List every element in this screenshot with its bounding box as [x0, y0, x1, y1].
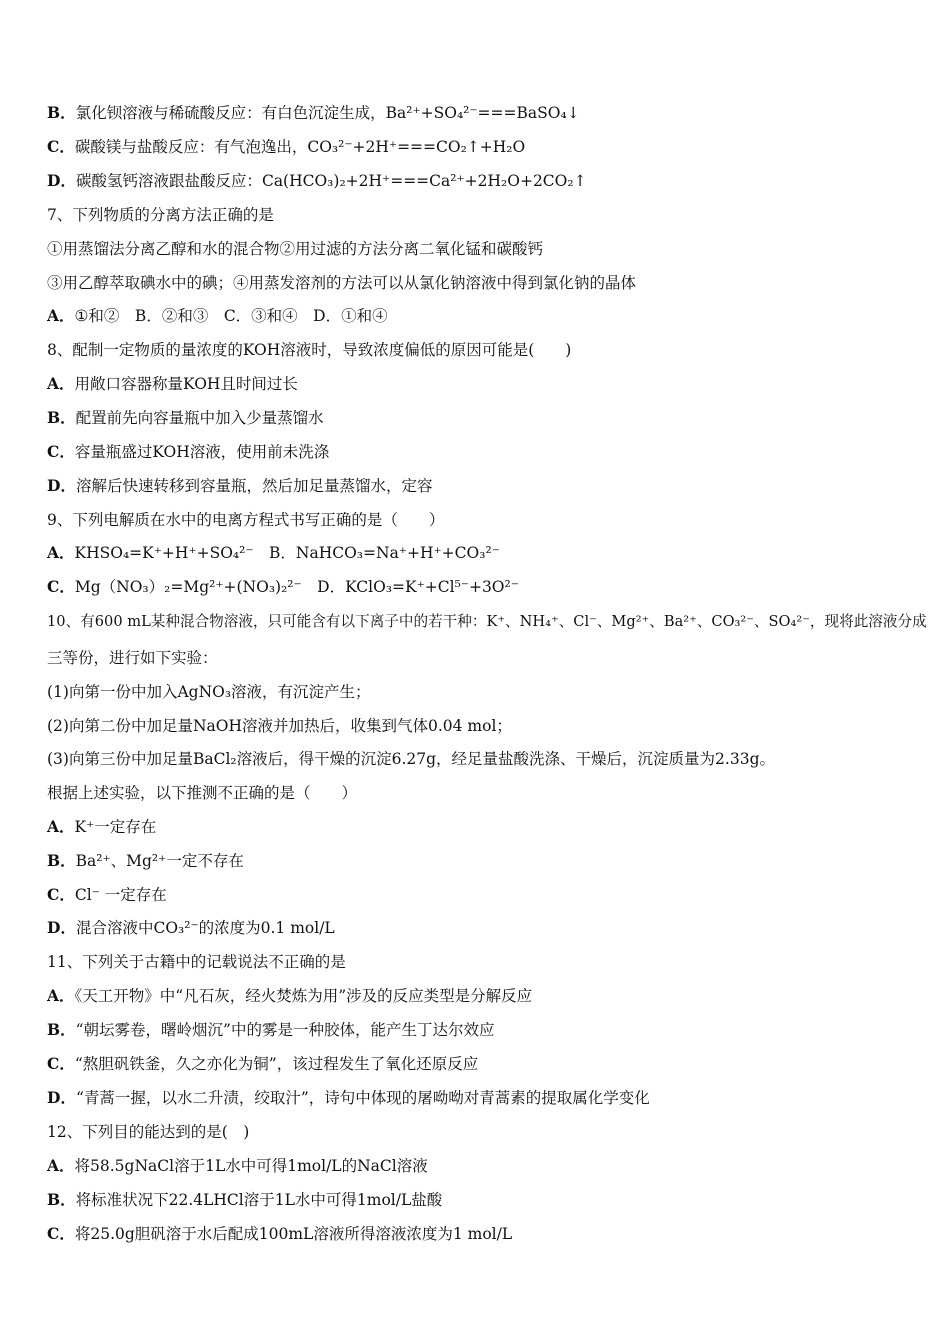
question-8-option-b: B．配置前先向容量瓶中加入少量蒸馏水	[47, 408, 324, 427]
question-12-option-c: C．将25.0g胆矾溶于水后配成100mL溶液所得溶液浓度为1 mol/L	[47, 1224, 513, 1243]
line-c-mgco3: C．碳酸镁与盐酸反应：有气泡逸出，CO₃²⁻+2H⁺===CO₂↑+H₂O	[47, 137, 526, 156]
question-7-item-1-2: ①用蒸馏法分离乙醇和水的混合物②用过滤的方法分离二氧化锰和碳酸钙	[47, 240, 544, 258]
question-7-options: A．①和② B．②和③ C．③和④ D．①和④	[47, 306, 388, 325]
question-8: 8、配制一定物质的量浓度的KOH溶液时，导致浓度偏低的原因可能是( )	[47, 341, 572, 359]
question-7-item-3-4: ③用乙醇萃取碘水中的碘；④用蒸发溶剂的方法可以从氯化钠溶液中得到氯化钠的晶体	[47, 274, 637, 292]
question-9-options-ab: A．KHSO₄=K⁺+H⁺+SO₄²⁻ B．NaHCO₃=Na⁺+H⁺+CO₃²⁻	[47, 543, 500, 562]
question-11-option-d: D．“青蒿一握，以水二升渍，绞取汁”，诗句中体现的屠呦呦对青蒿素的提取属化学变化	[47, 1088, 650, 1107]
question-8-option-c: C．容量瓶盛过KOH溶液，使用前未洗涤	[47, 442, 330, 461]
question-10-cont: 三等份，进行如下实验：	[47, 649, 218, 667]
question-10-option-b: B．Ba²⁺、Mg²⁺一定不存在	[47, 851, 244, 870]
question-12: 12、下列目的能达到的是( )	[47, 1123, 250, 1141]
question-11-option-c: C．“熬胆矾铁釜，久之亦化为铜”，该过程发生了氧化还原反应	[47, 1054, 479, 1073]
question-11: 11、下列关于古籍中的记载说法不正确的是	[47, 953, 346, 971]
question-7: 7、下列物质的分离方法正确的是	[47, 206, 274, 224]
question-9-options-cd: C．Mg（NO₃）₂=Mg²⁺+(NO₃)₂²⁻ D．KClO₃=K⁺+Cl⁵⁻+3O²⁻	[47, 577, 519, 596]
question-10-option-a: A．K⁺一定存在	[47, 817, 157, 836]
question-10-exp-3: (3)向第三份中加足量BaCl₂溶液后，得干燥的沉淀6.27g，经足量盐酸洗涤、干燥后，沉淀质量为2.33g。	[47, 750, 775, 768]
question-12-option-b: B．将标准状况下22.4LHCl溶于1L水中可得1mol/L盐酸	[47, 1190, 443, 1209]
question-10: 10、有600 mL某种混合物溶液，只可能含有以下离子中的若干种：K⁺、NH₄⁺、Cl⁻、Mg²⁺、Ba²⁺、CO₃²⁻、SO₄²⁻，现将此溶液分成	[47, 613, 927, 630]
line-d-cahco3: D．碳酸氢钙溶液跟盐酸反应：Ca(HCO₃)₂+2H⁺===Ca²⁺+2H₂O+2CO₂↑	[47, 171, 587, 190]
question-8-option-a: A．用敞口容器称量KOH且时间过长	[47, 374, 298, 393]
question-11-option-a: A．《天工开物》中“凡石灰，经火焚炼为用”涉及的反应类型是分解反应	[47, 986, 533, 1005]
question-9: 9、下列电解质在水中的电离方程式书写正确的是（ ）	[47, 511, 445, 529]
question-10-exp-1: (1)向第一份中加入AgNO₃溶液，有沉淀产生；	[47, 683, 371, 701]
question-12-option-a: A．将58.5gNaCl溶于1L水中可得1mol/L的NaCl溶液	[47, 1156, 428, 1175]
question-10-exp-2: (2)向第二份中加足量NaOH溶液并加热后，收集到气体0.04 mol；	[47, 717, 512, 735]
line-b-bacl2: B．氯化钡溶液与稀硫酸反应：有白色沉淀生成，Ba²⁺+SO₄²⁻===BaSO₄↓	[47, 103, 580, 122]
question-10-option-c: C．Cl⁻ 一定存在	[47, 885, 167, 904]
question-10-prompt: 根据上述实验，以下推测不正确的是（ ）	[47, 784, 358, 802]
question-10-option-d: D．混合溶液中CO₃²⁻的浓度为0.1 mol/L	[47, 918, 335, 937]
question-11-option-b: B．“朝坛雾卷，曙岭烟沉”中的雾是一种胶体，能产生丁达尔效应	[47, 1020, 495, 1039]
question-8-option-d: D．溶解后快速转移到容量瓶，然后加足量蒸馏水，定容	[47, 476, 433, 495]
